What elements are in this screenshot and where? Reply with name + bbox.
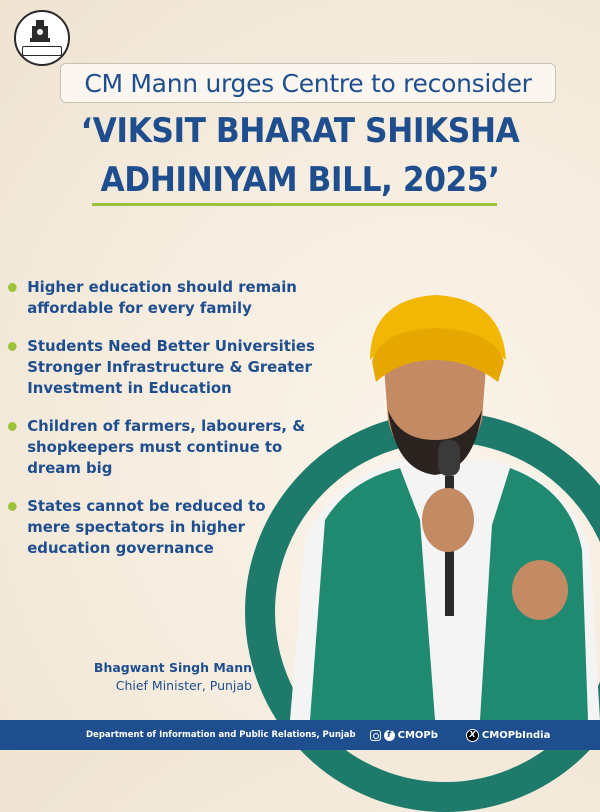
facebook-icon: f [384,730,395,741]
social-handle-2[interactable]: X CMOPbIndia [466,729,550,742]
social-handle-1[interactable]: f CMOPb [370,730,438,741]
bullet-dot-icon [8,422,17,431]
title-underline [92,203,497,206]
signature [78,659,252,695]
list-item: Students Need Better Universities Stronger Infrastructure & Greater Investment in Education [8,336,315,399]
bullet-dot-icon [8,283,17,292]
title-line-2: ADHINIYAM BILL, 2025’ [100,160,500,200]
title-line-1: ‘VIKSIT BHARAT SHIKSHA [80,111,520,151]
bullet-dot-icon [8,342,17,351]
list-item: Children of farmers, labourers, & shopkeepers must continue to dream big [8,416,315,479]
x-icon: X [466,729,479,742]
instagram-icon [370,730,381,741]
signature-designation: Chief Minister, Punjab [115,678,252,693]
list-item: Higher education should remain affordable for every family [8,277,315,319]
bullet-dot-icon [8,502,17,511]
state-emblem-icon [14,10,70,66]
headline: CM Mann urges Centre to reconsider [60,63,556,103]
footer-department: Department of Information and Public Relations, Punjab [86,730,356,740]
signature-name: Bhagwant Singh Mann [93,660,252,675]
footer-bar [0,720,600,750]
list-item: States cannot be reduced to mere spectators in higher education governance [8,496,315,559]
bullet-list [8,277,328,576]
